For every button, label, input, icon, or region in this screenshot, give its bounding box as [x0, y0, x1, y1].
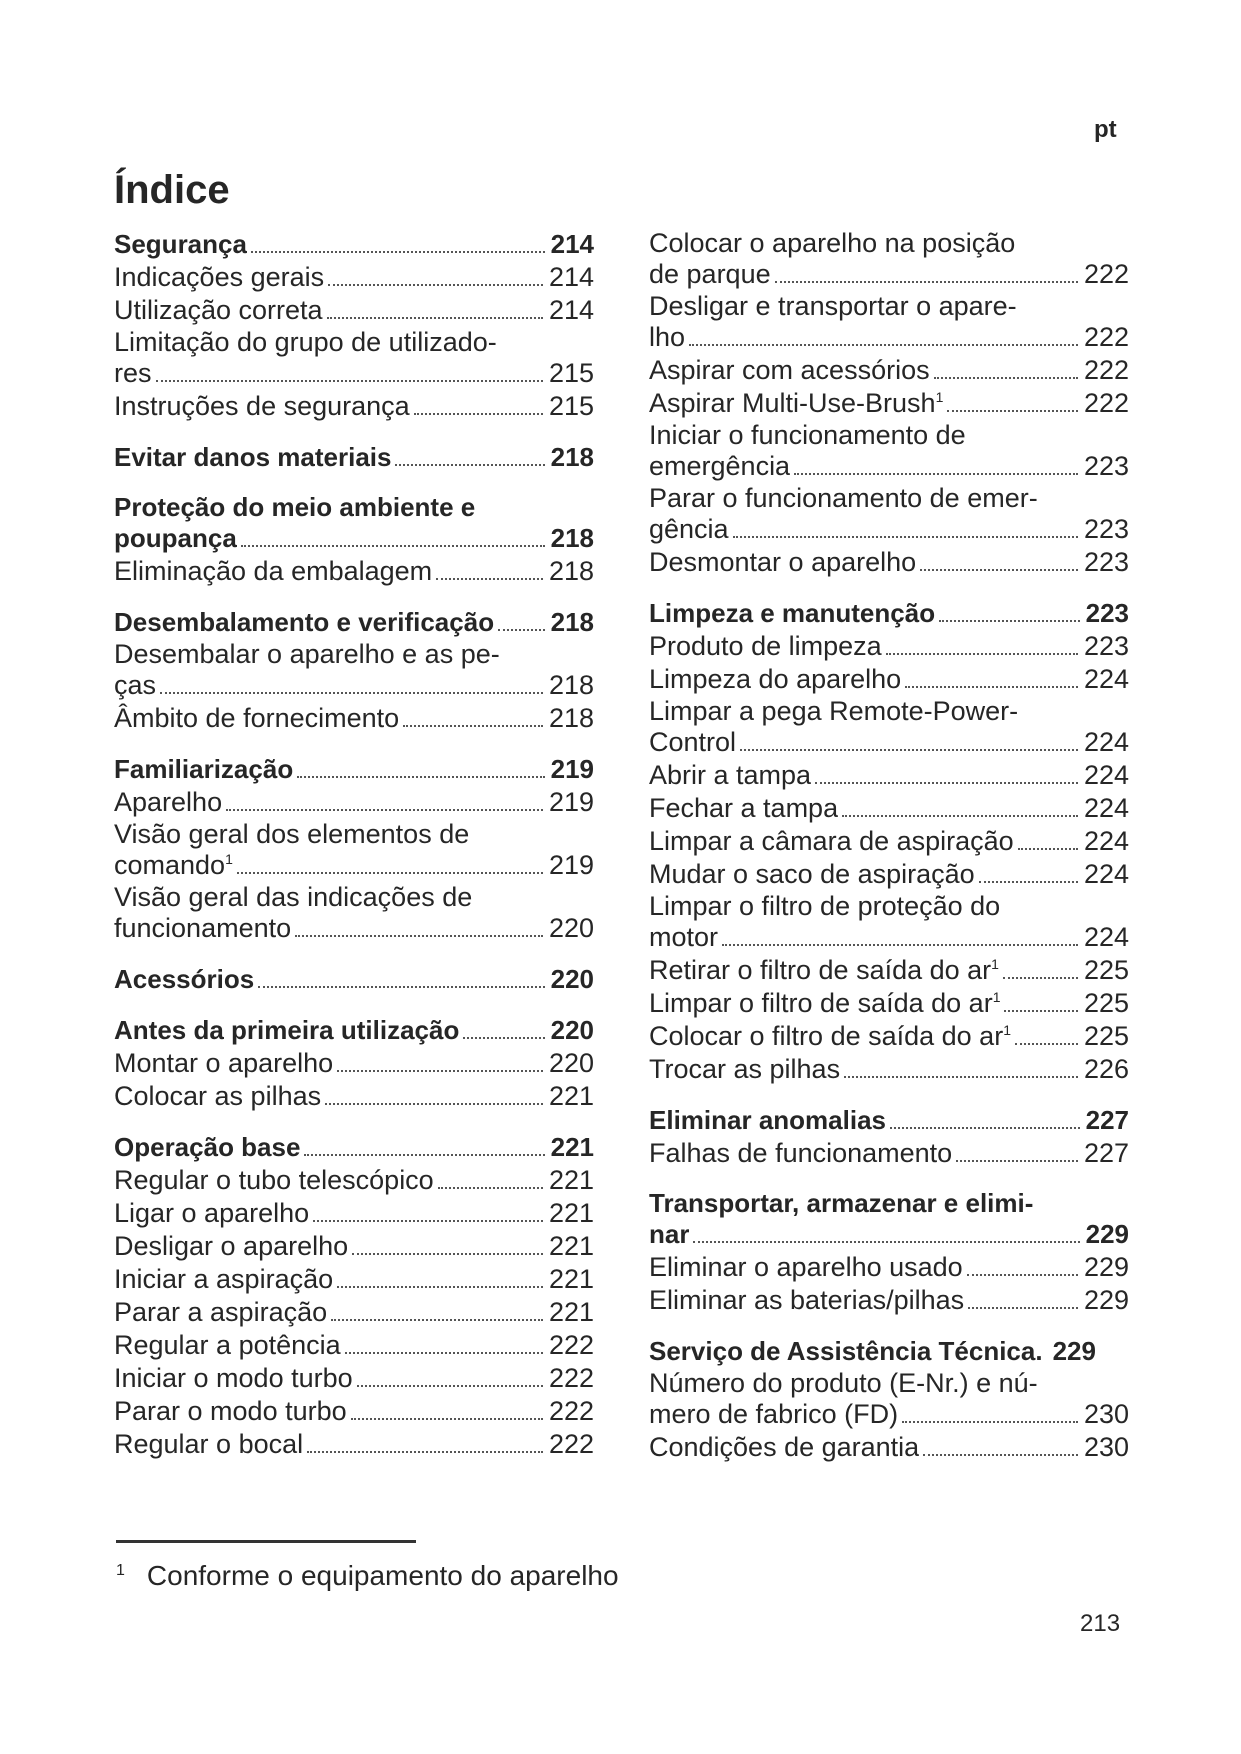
toc-heading[interactable] [114, 441, 594, 474]
leader-dots [295, 935, 543, 937]
toc-heading-text: Segurança [114, 229, 247, 259]
toc-entry[interactable] [114, 555, 594, 588]
toc-entry-text: funcionamento [114, 913, 292, 943]
toc-entry-text: Regular o tubo telescópico [114, 1165, 434, 1195]
toc-page-number: 223 [1085, 598, 1129, 628]
toc-page-number: 221 [548, 1081, 594, 1111]
toc-heading[interactable] [649, 1188, 1129, 1251]
toc-section-servico [649, 1335, 1129, 1464]
toc-page-number: 225 [1083, 955, 1129, 985]
toc-entry-text: Limpar a pega Remote-Power- [649, 696, 1019, 726]
toc-entry[interactable] [649, 891, 1129, 954]
toc-entry-text: Trocar as pilhas [649, 1054, 841, 1084]
toc-page-number: 218 [550, 607, 594, 637]
toc-page-number: 221 [548, 1231, 594, 1261]
toc-heading-text: Limpeza e manutenção [649, 598, 936, 628]
toc-page-number: 225 [1083, 1021, 1129, 1051]
toc-entry[interactable] [649, 858, 1129, 891]
leader-dots [740, 749, 1078, 751]
leader-dots [352, 1253, 543, 1255]
toc-heading[interactable] [114, 492, 594, 555]
toc-entry-text: Abrir a tampa [649, 760, 812, 790]
toc-heading-text: Operação base [114, 1132, 301, 1162]
toc-section-seguranca [114, 228, 594, 423]
toc-entry[interactable] [649, 663, 1129, 696]
toc-heading-text: Serviço de Assistência Técnica. [649, 1336, 1043, 1366]
toc-entry-text: Desmontar o aparelho [649, 547, 917, 577]
leader-dots [345, 1352, 543, 1354]
toc-entry-text: Eliminar as baterias/pilhas [649, 1285, 965, 1315]
leader-dots [886, 653, 1078, 655]
leader-dots [842, 815, 1078, 817]
toc-entry-text: comando [114, 850, 226, 880]
toc-left-column [114, 228, 594, 1479]
leader-dots [920, 569, 1078, 571]
toc-section-acessorios [114, 963, 594, 996]
toc-entry-text: Número do produto (E-Nr.) e nú- [649, 1368, 1038, 1398]
leader-dots [722, 944, 1078, 946]
leader-dots [1018, 848, 1078, 850]
toc-page-number: 224 [1083, 664, 1129, 694]
toc-page-number: 219 [548, 787, 594, 817]
toc-entry-text: Limpar o filtro de saída do ar [649, 988, 993, 1018]
toc-entry[interactable] [114, 1362, 594, 1395]
toc-heading-text: Acessórios [114, 964, 255, 994]
toc-entry-text: lho [649, 322, 686, 352]
toc-entry-text: Regular a potência [114, 1330, 341, 1360]
leader-dots [689, 344, 1078, 346]
toc-heading[interactable] [649, 597, 1129, 630]
toc-page-number: 219 [548, 850, 594, 880]
toc-entry[interactable] [114, 1230, 594, 1263]
leader-dots [237, 872, 543, 874]
toc-page-number: 223 [1083, 547, 1129, 577]
toc-section-desembalamento [114, 606, 594, 735]
toc-entry[interactable] [114, 819, 594, 882]
toc-entry[interactable] [114, 1428, 594, 1461]
toc-entry-text: Instruções de segurança [114, 391, 410, 421]
toc-entry[interactable] [114, 882, 594, 945]
toc-entry-text: ças [114, 670, 157, 700]
toc-entry[interactable] [114, 327, 594, 390]
toc-entry-text: Aspirar com acessórios [649, 355, 930, 385]
toc-entry-text: motor [649, 922, 719, 952]
leader-dots [297, 776, 544, 778]
toc-entry-text: Regular o bocal [114, 1429, 304, 1459]
leader-dots [328, 284, 543, 286]
leader-dots [414, 413, 543, 415]
toc-entry-text: Visão geral das indicações de [114, 882, 473, 912]
toc-page-number: 218 [550, 523, 594, 553]
toc-entry[interactable] [114, 294, 594, 327]
toc-page-number: 220 [550, 1015, 594, 1045]
toc-entry[interactable] [649, 630, 1129, 663]
toc-entry[interactable] [649, 1368, 1129, 1431]
toc-section-familiarizacao [114, 753, 594, 945]
toc-page-number: 214 [548, 262, 594, 292]
toc-entry-text: Colocar as pilhas [114, 1081, 322, 1111]
footnote [116, 1560, 619, 1592]
leader-dots [258, 986, 544, 988]
toc-section-eliminar-anomalias [649, 1104, 1129, 1170]
toc-entry-text: Limpar a câmara de aspiração [649, 826, 1014, 856]
toc-heading-text: Desembalamento e verificação [114, 607, 495, 637]
toc-page-number: 224 [1083, 793, 1129, 823]
toc-entry-text: Iniciar o modo turbo [114, 1363, 353, 1393]
toc-page-number: 218 [548, 703, 594, 733]
toc-page-number: 229 [1083, 1285, 1129, 1315]
toc-entry[interactable] [649, 1137, 1129, 1170]
toc-section-antes-primeira-utilizacao [114, 1014, 594, 1113]
toc-page-number: 221 [548, 1264, 594, 1294]
page-title: Índice [114, 168, 230, 212]
toc-entry-text: Parar a aspiração [114, 1297, 328, 1327]
toc-page-number: 219 [550, 754, 594, 784]
footnote-ref: 1 [225, 851, 233, 867]
toc-entry-text: gência [649, 514, 729, 544]
toc-right-column [649, 228, 1129, 1482]
toc-entry[interactable] [649, 696, 1129, 759]
leader-dots [337, 1070, 543, 1072]
leader-dots [251, 251, 545, 253]
toc-entry[interactable] [649, 759, 1129, 792]
toc-page-number: 224 [1083, 922, 1129, 952]
leader-dots [313, 1220, 543, 1222]
toc-entry-text: de parque [649, 259, 771, 289]
toc-entry-text: Iniciar a aspiração [114, 1264, 334, 1294]
toc-entry-text: Limpar o filtro de proteção do [649, 891, 1001, 921]
leader-dots [775, 281, 1078, 283]
toc-page-number: 218 [548, 556, 594, 586]
toc-page-number: 222 [548, 1396, 594, 1426]
toc-section-transportar [649, 1188, 1129, 1317]
toc-entry[interactable] [114, 1047, 594, 1080]
toc-entry-text: Colocar o filtro de saída do ar [649, 1021, 1004, 1051]
toc-entry[interactable] [649, 1020, 1129, 1053]
leader-dots [498, 629, 545, 631]
leader-dots [934, 377, 1078, 379]
toc-entry-text: Eliminação da embalagem [114, 556, 433, 586]
toc-entry[interactable] [114, 390, 594, 423]
toc-heading[interactable] [649, 1335, 1129, 1368]
footnote-ref: 1 [1003, 1022, 1011, 1038]
toc-page-number: 214 [550, 229, 594, 259]
toc-page-number: 224 [1083, 727, 1129, 757]
toc-entry-text: emergência [649, 451, 791, 481]
leader-dots [331, 1319, 543, 1321]
toc-heading[interactable] [114, 228, 594, 261]
toc-page-number: 215 [548, 358, 594, 388]
page-number: 213 [1080, 1610, 1121, 1637]
toc-entry[interactable] [649, 987, 1129, 1020]
toc-section-operacao-base [114, 1131, 594, 1461]
toc-page-number: 222 [1083, 259, 1129, 289]
toc-heading-text: Antes da primeira utilização [114, 1015, 460, 1045]
toc-entry-text: Limpeza do aparelho [649, 664, 902, 694]
leader-dots [947, 410, 1078, 412]
toc-entry[interactable] [649, 792, 1129, 825]
toc-page-number: 220 [548, 1048, 594, 1078]
toc-entry[interactable] [114, 702, 594, 735]
toc-heading[interactable] [114, 1014, 594, 1047]
toc-entry[interactable] [649, 291, 1129, 354]
toc-heading[interactable] [649, 1104, 1129, 1137]
toc-entry-text: Ligar o aparelho [114, 1198, 310, 1228]
toc-heading[interactable] [114, 1131, 594, 1164]
toc-page-number: 224 [1083, 760, 1129, 790]
toc-entry[interactable] [649, 354, 1129, 387]
toc-entry[interactable] [649, 546, 1129, 579]
toc-page-number: 226 [1083, 1054, 1129, 1084]
toc-page-number: 229 [1085, 1219, 1129, 1249]
toc-entry[interactable] [649, 387, 1129, 420]
toc-page-number: 221 [548, 1297, 594, 1327]
leader-dots [733, 536, 1078, 538]
leader-dots [436, 578, 543, 580]
leader-dots [956, 1160, 1078, 1162]
toc-page-number: 220 [548, 913, 594, 943]
toc-page-number: 218 [548, 670, 594, 700]
toc-entry-text: Desligar e transportar o apare- [649, 291, 1017, 321]
toc-page-number: 222 [548, 1429, 594, 1459]
leader-dots [156, 380, 543, 382]
toc-page-number: 214 [548, 295, 594, 325]
toc-heading-text: Evitar danos materiais [114, 442, 392, 472]
leader-dots [351, 1418, 543, 1420]
footnote-ref: 1 [992, 989, 1001, 1005]
toc-entry[interactable] [114, 1080, 594, 1113]
toc-entry-text: Desligar o aparelho [114, 1231, 349, 1261]
leader-dots [844, 1076, 1078, 1078]
toc-heading-text: Transportar, armazenar e elimi- [649, 1188, 1034, 1218]
toc-entry-text: Control [649, 727, 737, 757]
leader-dots [967, 1274, 1078, 1276]
leader-dots [327, 317, 543, 319]
toc-page-number: 222 [1083, 355, 1129, 385]
toc-page-number: 230 [1083, 1399, 1129, 1429]
leader-dots [307, 1451, 543, 1453]
toc-entry-text: Limitação do grupo de utilizado- [114, 327, 497, 357]
toc-entry-text: Eliminar o aparelho usado [649, 1252, 963, 1282]
toc-entry-text: Condições de garantia [649, 1432, 920, 1462]
toc-entry[interactable] [114, 1329, 594, 1362]
toc-heading[interactable] [114, 753, 594, 786]
toc-entry-text: Utilização correta [114, 295, 323, 325]
toc-page-number: 222 [548, 1330, 594, 1360]
toc-entry[interactable] [114, 1263, 594, 1296]
leader-dots [693, 1241, 1079, 1243]
toc-page-number: 223 [1083, 451, 1129, 481]
toc-page-number: 227 [1083, 1138, 1129, 1168]
toc-entry-text: Fechar a tampa [649, 793, 839, 823]
leader-dots [1003, 977, 1078, 979]
footnote-marker: 1 [116, 1561, 125, 1579]
leader-dots [902, 1421, 1078, 1423]
toc-entry-text: Mudar o saco de aspiração [649, 859, 975, 889]
toc-heading-text: Proteção do meio ambiente e [114, 492, 476, 522]
toc-page-number: 224 [1083, 859, 1129, 889]
toc-page-number: 220 [550, 964, 594, 994]
toc-entry-text: Indicações gerais [114, 262, 325, 292]
language-label: pt [1094, 116, 1117, 143]
toc-entry[interactable] [114, 261, 594, 294]
leader-dots [395, 464, 544, 466]
toc-entry-text: Montar o aparelho [114, 1048, 334, 1078]
toc-entry[interactable] [649, 954, 1129, 987]
toc-page-number: 223 [1083, 631, 1129, 661]
toc-entry[interactable] [649, 1251, 1129, 1284]
toc-entry[interactable] [649, 825, 1129, 858]
leader-dots [438, 1187, 543, 1189]
leader-dots [890, 1127, 1080, 1129]
leader-dots [905, 686, 1078, 688]
leader-dots [337, 1286, 543, 1288]
toc-page-number: 222 [1083, 388, 1129, 418]
toc-entry-text: Colocar o aparelho na posição [649, 228, 1016, 258]
leader-dots [1015, 1043, 1078, 1045]
footnote-text: Conforme o equipamento do aparelho [146, 1560, 619, 1591]
toc-page-number: 224 [1083, 826, 1129, 856]
toc-page-number: 225 [1083, 988, 1129, 1018]
toc-page-number: 223 [1083, 514, 1129, 544]
toc-entry-text: mero de fabrico (FD) [649, 1399, 899, 1429]
leader-dots [325, 1103, 543, 1105]
toc-entry[interactable] [649, 228, 1129, 291]
toc-entry-text: Falhas de funcionamento [649, 1138, 953, 1168]
leader-dots [968, 1307, 1078, 1309]
toc-heading-text: Eliminar anomalias [649, 1105, 886, 1135]
footnote-ref: 1 [991, 956, 999, 972]
toc-entry[interactable] [649, 1431, 1129, 1464]
toc-page-number: 229 [1083, 1252, 1129, 1282]
toc-page-number: 230 [1083, 1432, 1129, 1462]
toc-entry-text: Retirar o filtro de saída do ar [649, 955, 992, 985]
toc-entry-text: Aspirar Multi-Use-Brush [649, 388, 936, 418]
toc-heading-text: nar [649, 1219, 690, 1249]
leader-dots [939, 620, 1080, 622]
leader-dots [815, 782, 1078, 784]
leader-dots [794, 473, 1078, 475]
toc-section-limpeza [649, 597, 1129, 1086]
toc-entry-text: Aparelho [114, 787, 223, 817]
toc-page-number: 218 [550, 442, 594, 472]
toc-section-operacao-base-cont [649, 228, 1129, 579]
toc-page-number: 229 [1052, 1336, 1096, 1366]
toc-page-number: 222 [1083, 322, 1129, 352]
toc-heading-text: poupança [114, 523, 237, 553]
toc-page-number: 221 [550, 1132, 594, 1162]
leader-dots [226, 809, 543, 811]
toc-entry-text: Parar o modo turbo [114, 1396, 347, 1426]
toc-section-evitar-danos [114, 441, 594, 474]
toc-entry-text: res [114, 358, 152, 388]
toc-page-number: 215 [548, 391, 594, 421]
toc-entry[interactable] [114, 1164, 594, 1197]
toc-entry[interactable] [114, 786, 594, 819]
toc-entry[interactable] [114, 1197, 594, 1230]
toc-page-number: 227 [1085, 1105, 1129, 1135]
toc-page-number: 222 [548, 1363, 594, 1393]
leader-dots [357, 1385, 543, 1387]
toc-entry[interactable] [114, 1296, 594, 1329]
leader-dots [160, 692, 543, 694]
toc-entry[interactable] [649, 420, 1129, 483]
toc-heading-text: Familiarização [114, 754, 294, 784]
toc-entry-text: Produto de limpeza [649, 631, 882, 661]
toc-heading[interactable] [114, 963, 594, 996]
toc-entry[interactable] [649, 1053, 1129, 1086]
footnote-ref: 1 [935, 389, 944, 405]
toc-section-protecao [114, 492, 594, 588]
toc-entry-text: Iniciar o funcionamento de [649, 420, 966, 450]
toc-page-number: 221 [548, 1165, 594, 1195]
leader-dots [403, 725, 543, 727]
toc-page-number: 221 [548, 1198, 594, 1228]
toc-entry[interactable] [114, 639, 594, 702]
toc-entry[interactable] [649, 483, 1129, 546]
leader-dots [241, 545, 545, 547]
leader-dots [979, 881, 1078, 883]
toc-heading[interactable] [114, 606, 594, 639]
toc-entry-text: Âmbito de fornecimento [114, 703, 400, 733]
toc-entry[interactable] [114, 1395, 594, 1428]
toc-entry-text: Visão geral dos elementos de [114, 819, 470, 849]
leader-dots [463, 1037, 544, 1039]
leader-dots [1004, 1010, 1077, 1012]
toc-entry-text: Parar o funcionamento de emer- [649, 483, 1038, 513]
leader-dots [923, 1454, 1078, 1456]
footnote-rule [116, 1540, 416, 1543]
toc-entry-text: Desembalar o aparelho e as pe- [114, 639, 500, 669]
toc-entry[interactable] [649, 1284, 1129, 1317]
leader-dots [304, 1154, 544, 1156]
